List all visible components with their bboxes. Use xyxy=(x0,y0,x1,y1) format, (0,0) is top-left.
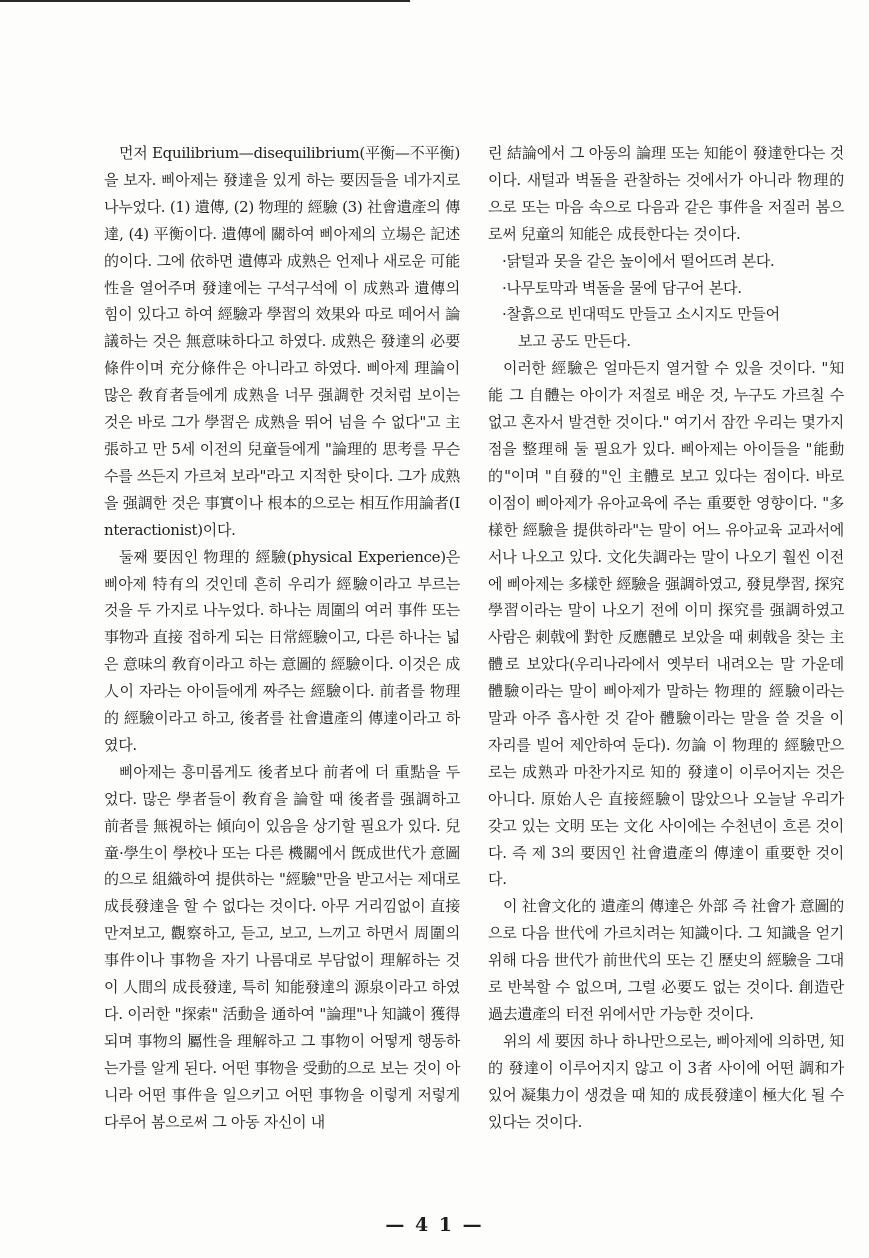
paragraph: 위의 세 要因 하나 하나만으로는, 삐아제에 의하면, 知的 發達이 이루어지지 않고 이 3者 사이에 어떤 調和가 있어 凝集力이 생겼을 때 知的 成長發達이 極大化 될 수 있다는 것이다. xyxy=(488,1031,844,1131)
list-item: 보고 공도 만든다. xyxy=(518,332,631,351)
example-list xyxy=(502,248,844,356)
list-item: ·나무토막과 벽돌을 물에 담구어 본다. xyxy=(502,278,742,297)
paragraph: 이러한 經驗은 얼마든지 열거할 수 있을 것이다. "知能 그 自體는 아이가 저절로 배운 것, 누구도 가르칠 수 없고 혼자서 발견한 것이다." 여기서 잠깐 우리는 몇가지 점을 整理해 둘 필요가 있다. 삐아제는 아이들을 "能動的"이며 "自發的"인 主體로 보고 있다는 점이다. 바로 이점이 삐아제가 유아교육에 주는 重要한 영향이다. "多樣한 經驗을 提供하라"는 말이 어느 유아교육 교과서에서나 나오고 있다. 文化失調라는 말이 나오기 훨씬 이전에 삐아제는 多樣한 經驗을 强調하였고, 發見學習, 探究學習이라는 말이 나오기 전에 이미 探究를 强調하였고 사람은 刺戟에 對한 反應體로 보았을 때 刺戟을 찾는 主體로 보았다(우리나라에서 옛부터 내려오는 말 가운데 體驗이라는 말이 삐아제가 말하는 物理的 經驗이라는 말과 아주 흡사한 것 같아 體驗이라는 말을 쓸 것을 이 자리를 빌어 제안하여 둔다). 勿論 이 物理的 經驗만으로는 成熟과 마찬가지로 知的 發達이 이루어지는 것은 아니다. 原始人은 直接經驗이 많았으나 오늘날 우리가 갖고 있는 文明 또는 文化 사이에는 수천년이 흐른 것이다. 즉 제 3의 要因인 社會遺產의 傳達이 重要한 것이다. xyxy=(488,359,844,889)
paragraph: 먼저 Equilibrium—disequilibrium(平衡—不平衡)을 보자. 삐아제는 發達을 있게 하는 要因들을 네가지로 나누었다. (1) 遺傳, (2) 物理的 經驗 (3) 社會遺產의 傳達, (4) 平衡이다. 遺傳에 關하여 삐아제의 立場은 記述的이다. 그에 依하면 遺傳과 成熟은 언제나 새로운 可能性을 열어주며 發達에는 구석구석에 이 成熟과 遺傳의 힘이 있다고 하여 經驗과 學習의 效果와 따로 떼어서 論議하는 것은 無意味하다고 하였다. 成熟은 發達의 必要條件이며 充分條件은 아니라고 하였다. 삐아제 理論이 많은 敎育者들에게 成熟을 너무 强調한 것처럼 보이는 것은 바로 그가 學習은 成熟을 뛰어 넘을 수 없다"고 主張하고 만 5세 이전의 兒童들에게 "論理的 思考를 무슨 수를 쓰든지 가르쳐 보라"라고 지적한 탓이다. 그가 成熟을 强調한 것은 事實이나 根本的으로는 相互作用論者(Interactionist)이다. xyxy=(104,144,460,539)
list-item: ·닭털과 못을 같은 높이에서 떨어뜨려 본다. xyxy=(502,251,775,270)
top-rule xyxy=(0,0,410,2)
left-column xyxy=(104,140,460,1136)
paragraph: 이 社會文化的 遺產의 傳達은 外部 즉 社會가 意圖的으로 다음 世代에 가르치려는 知識이다. 그 知識을 얻기 위해 다음 世代가 前世代의 또는 긴 歷史의 經驗을 그대로 반복할 수 없으며, 그럴 必要도 없는 것이다. 創造란 過去遺產의 터전 위에서만 가능한 것이다. xyxy=(488,897,844,1023)
right-column xyxy=(488,140,844,1136)
paragraph: 삐아제는 흥미롭게도 後者보다 前者에 더 重點을 두었다. 많은 學者들이 敎育을 論할 때 後者를 强調하고 前者를 無視하는 傾向이 있음을 상기할 필요가 있다. 兒童·學生이 學校나 또는 다른 機關에서 旣成世代가 意圖的으로 組織하여 提供하는 "經驗"만을 받고서는 제대로 成長發達을 할 수 없다는 것이다. 아무 거리낌없이 直接 만져보고, 觀察하고, 듣고, 보고, 느끼고 하면서 周圍의 事件이나 事物을 자기 나름대로 부담없이 理解하는 것이 人間의 成長發達, 특히 知能發達의 源泉이라고 하였다. 이러한 "探索" 活動을 通하여 "論理"나 知識이 獲得되며 事物의 屬性을 理解하고 그 事物이 어떻게 행동하는가를 알게 된다. 어떤 事物을 受動的으로 보는 것이 아니라 어떤 事件을 일으키고 어떤 事物을 이렇게 저렇게 다루어 봄으로써 그 아동 자신이 내 xyxy=(104,762,460,1131)
page-number: — 4 1 — xyxy=(385,1214,484,1236)
paragraph: 린 結論에서 그 아동의 論理 또는 知能이 發達한다는 것이다. 새털과 벽돌을 관찰하는 것에서가 아니라 物理的으로 또는 마음 속으로 다음과 같은 事件을 저질러 봄으로써 兒童의 知能은 成長한다는 것이다. xyxy=(488,144,844,243)
paragraph: 둘째 要因인 物理的 經驗(physical Experience)은 삐아제 特有의 것인데 흔히 우리가 經驗이라고 부르는 것을 두 가지로 나누었다. 하나는 周圍의 여러 事件 또는 事物과 直接 접하게 되는 日常經驗이고, 다른 하나는 넓은 意味의 敎育이라고 하는 意圖的 經驗이다. 이것은 成人이 자라는 아이들에게 짜주는 經驗이다. 前者를 物理的 經驗이라고 하고, 後者를 社會遺產의 傳達이라고 하였다. xyxy=(104,547,460,754)
list-item: ·찰흙으로 빈대떡도 만들고 소시지도 만들어 xyxy=(502,305,780,324)
